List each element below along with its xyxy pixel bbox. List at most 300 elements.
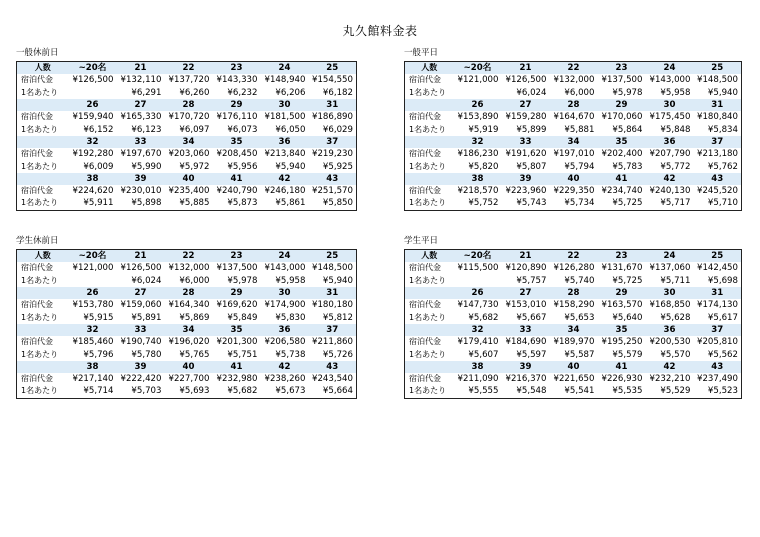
per-person-cell: ¥6,009 <box>83 161 114 172</box>
price-cell: ¥170,060 <box>601 112 643 123</box>
people-count-cell: 40 <box>550 361 598 373</box>
price-cell: ¥137,500 <box>216 263 258 274</box>
people-count-cell: 30 <box>261 287 309 299</box>
people-count-cell: ~20名 <box>454 250 502 263</box>
per-person-cell: ¥5,725 <box>612 275 643 286</box>
price-cell: ¥153,890 <box>457 112 499 123</box>
people-count-cell: 31 <box>694 287 742 299</box>
price-cell: ¥163,570 <box>601 300 643 311</box>
per-person-cell: ¥5,740 <box>564 275 595 286</box>
price-row <box>405 262 742 274</box>
per-person-cell: ¥5,830 <box>275 312 306 323</box>
per-person-cell: ¥5,899 <box>516 124 547 135</box>
price-cell: ¥169,620 <box>216 300 258 311</box>
people-count-cell: 31 <box>309 287 357 299</box>
price-cell: ¥174,900 <box>264 300 306 311</box>
per-person-cell: ¥5,881 <box>564 124 595 135</box>
price-cell: ¥148,940 <box>264 75 306 86</box>
people-header-row <box>405 250 742 263</box>
price-cell: ¥164,340 <box>168 300 210 311</box>
people-count-cell: 29 <box>598 287 646 299</box>
per-person-cell: ¥6,182 <box>322 87 353 98</box>
people-count-cell: ~20名 <box>69 250 117 263</box>
price-cell: ¥211,090 <box>457 374 499 385</box>
table-caption: 学生休前日 <box>16 236 59 246</box>
per-person-cell: ¥5,523 <box>707 386 738 397</box>
people-count-cell: 42 <box>646 173 694 185</box>
price-cell: ¥132,000 <box>168 263 210 274</box>
people-count-cell: 24 <box>261 62 309 75</box>
price-cell: ¥213,180 <box>696 149 738 160</box>
price-row <box>405 185 742 197</box>
per-person-cell: ¥6,050 <box>275 124 306 135</box>
price-cell: ¥159,280 <box>505 112 547 123</box>
per-person-cell: ¥6,073 <box>227 124 258 135</box>
price-cell: ¥175,450 <box>649 112 691 123</box>
price-cell: ¥203,060 <box>168 149 210 160</box>
people-count-cell: 28 <box>165 287 213 299</box>
row-label: 1名あたり <box>409 124 447 134</box>
row-label: 1名あたり <box>21 275 59 285</box>
per-person-cell: ¥5,597 <box>516 349 547 360</box>
people-count-cell: 32 <box>69 324 117 336</box>
row-label: 1名あたり <box>409 349 447 359</box>
per-person-cell: ¥6,291 <box>131 87 162 98</box>
per-person-cell: ¥5,762 <box>707 161 738 172</box>
price-cell: ¥190,740 <box>120 337 162 348</box>
people-count-cell: 37 <box>309 136 357 148</box>
people-count-cell: 29 <box>213 287 261 299</box>
people-header-row <box>17 361 357 373</box>
per-person-cell: ¥5,794 <box>564 161 595 172</box>
price-cell: ¥143,000 <box>264 263 306 274</box>
price-cell: ¥165,330 <box>120 112 162 123</box>
price-cell: ¥179,410 <box>457 337 499 348</box>
people-count-cell: ~20名 <box>69 62 117 75</box>
price-cell: ¥158,290 <box>553 300 595 311</box>
price-cell: ¥121,000 <box>457 75 499 86</box>
people-header-row <box>405 62 742 75</box>
row-label: 宿泊代金 <box>409 186 441 196</box>
price-cell: ¥174,130 <box>696 300 738 311</box>
row-label: 宿泊代金 <box>21 75 53 85</box>
people-count-cell: 43 <box>694 173 742 185</box>
per-person-cell: ¥5,915 <box>83 312 114 323</box>
per-person-cell: ¥6,232 <box>227 87 258 98</box>
people-count-cell: 27 <box>117 99 165 111</box>
per-person-cell: ¥5,653 <box>564 312 595 323</box>
people-count-cell: 24 <box>646 62 694 75</box>
rate-table-general-holiday-eve <box>16 48 357 211</box>
price-cell: ¥227,700 <box>168 374 210 385</box>
people-count-cell: 27 <box>502 287 550 299</box>
per-person-cell: ¥5,891 <box>131 312 162 323</box>
people-count-cell: 23 <box>598 250 646 263</box>
people-count-cell: 39 <box>502 361 550 373</box>
price-cell: ¥221,650 <box>553 374 595 385</box>
per-person-cell: ¥6,024 <box>131 275 162 286</box>
per-person-cell <box>69 87 117 99</box>
people-count-cell: 21 <box>117 62 165 75</box>
price-cell: ¥184,690 <box>505 337 547 348</box>
row-label: 1名あたり <box>21 386 59 396</box>
people-header-row <box>17 99 357 111</box>
people-count-cell: 28 <box>550 99 598 111</box>
people-count-cell: 33 <box>502 324 550 336</box>
price-cell: ¥206,580 <box>264 337 306 348</box>
people-count-cell: 33 <box>117 324 165 336</box>
people-count-cell: 34 <box>165 324 213 336</box>
people-count-cell: 36 <box>646 136 694 148</box>
per-person-cell: ¥5,812 <box>322 312 353 323</box>
per-person-cell: ¥5,978 <box>227 275 258 286</box>
people-count-cell: 39 <box>117 361 165 373</box>
price-cell: ¥126,280 <box>553 263 595 274</box>
per-person-cell: ¥5,807 <box>516 161 547 172</box>
row-label: 宿泊代金 <box>409 149 441 159</box>
price-cell: ¥176,110 <box>216 112 258 123</box>
row-label: 宿泊代金 <box>409 337 441 347</box>
row-label: 宿泊代金 <box>21 337 53 347</box>
people-count-cell: 24 <box>646 250 694 263</box>
price-row <box>17 185 357 197</box>
people-header-row <box>17 287 357 299</box>
price-cell: ¥115,500 <box>457 263 499 274</box>
per-person-row <box>405 385 742 398</box>
per-person-cell: ¥5,990 <box>131 161 162 172</box>
price-cell: ¥148,500 <box>696 75 738 86</box>
price-cell: ¥216,370 <box>505 374 547 385</box>
price-cell: ¥132,000 <box>553 75 595 86</box>
price-cell: ¥192,280 <box>72 149 114 160</box>
people-count-cell: 42 <box>261 173 309 185</box>
per-person-row <box>405 123 742 135</box>
people-count-cell: 32 <box>454 324 502 336</box>
price-cell: ¥143,330 <box>216 75 258 86</box>
per-person-cell: ¥5,911 <box>83 198 114 209</box>
people-count-cell: 42 <box>261 361 309 373</box>
price-cell: ¥237,490 <box>696 374 738 385</box>
per-person-cell: ¥5,726 <box>322 349 353 360</box>
per-person-cell: ¥5,664 <box>322 386 353 397</box>
price-cell: ¥185,460 <box>72 337 114 348</box>
per-person-cell: ¥5,772 <box>660 161 691 172</box>
row-label: 人数 <box>17 62 69 75</box>
per-person-row <box>17 197 357 210</box>
table-caption: 一般休前日 <box>16 48 59 58</box>
per-person-cell: ¥5,555 <box>468 386 499 397</box>
row-label <box>405 173 454 185</box>
people-header-row <box>17 250 357 263</box>
price-cell: ¥137,500 <box>601 75 643 86</box>
price-cell: ¥143,000 <box>649 75 691 86</box>
people-count-cell: 36 <box>646 324 694 336</box>
per-person-cell: ¥5,640 <box>612 312 643 323</box>
row-label <box>405 361 454 373</box>
per-person-cell: ¥5,757 <box>516 275 547 286</box>
people-count-cell: 35 <box>213 136 261 148</box>
per-person-row <box>17 275 357 287</box>
price-row <box>405 336 742 348</box>
row-label: 1名あたり <box>21 87 59 97</box>
row-label <box>17 361 69 373</box>
per-person-row <box>405 348 742 360</box>
people-count-cell: 39 <box>117 173 165 185</box>
per-person-row <box>405 311 742 323</box>
people-count-cell: 29 <box>213 99 261 111</box>
per-person-cell: ¥5,898 <box>131 198 162 209</box>
people-count-cell: 41 <box>213 361 261 373</box>
per-person-cell: ¥5,848 <box>660 124 691 135</box>
people-count-cell: 32 <box>69 136 117 148</box>
price-cell: ¥211,860 <box>311 337 353 348</box>
price-row <box>17 299 357 311</box>
per-person-cell: ¥6,152 <box>83 124 114 135</box>
price-cell: ¥238,260 <box>264 374 306 385</box>
per-person-row <box>405 275 742 287</box>
price-cell: ¥229,350 <box>553 186 595 197</box>
per-person-cell: ¥5,751 <box>227 349 258 360</box>
row-label <box>17 324 69 336</box>
per-person-row <box>405 87 742 99</box>
price-row <box>17 262 357 274</box>
price-cell: ¥218,570 <box>457 186 499 197</box>
people-header-row <box>17 324 357 336</box>
per-person-cell: ¥5,703 <box>131 386 162 397</box>
row-label: 1名あたり <box>21 198 59 208</box>
people-header-row <box>405 361 742 373</box>
per-person-cell: ¥5,780 <box>131 349 162 360</box>
price-cell: ¥222,420 <box>120 374 162 385</box>
people-count-cell: 37 <box>694 136 742 148</box>
price-cell: ¥126,500 <box>505 75 547 86</box>
people-count-cell: 38 <box>69 361 117 373</box>
page-title: 丸久館料金表 <box>342 24 418 38</box>
price-row <box>17 148 357 160</box>
per-person-cell: ¥5,714 <box>83 386 114 397</box>
per-person-row <box>405 197 742 210</box>
people-count-cell: 37 <box>309 324 357 336</box>
per-person-cell: ¥6,260 <box>179 87 210 98</box>
per-person-cell: ¥5,925 <box>322 161 353 172</box>
per-person-cell: ¥5,725 <box>612 198 643 209</box>
row-label: 宿泊代金 <box>409 263 441 273</box>
per-person-cell: ¥5,717 <box>660 198 691 209</box>
price-cell: ¥232,210 <box>649 374 691 385</box>
price-cell: ¥234,740 <box>601 186 643 197</box>
people-header-row <box>17 173 357 185</box>
people-count-cell: 38 <box>69 173 117 185</box>
per-person-cell: ¥6,206 <box>275 87 306 98</box>
people-count-cell: 43 <box>309 361 357 373</box>
per-person-row <box>405 160 742 172</box>
price-cell: ¥207,790 <box>649 149 691 160</box>
per-person-cell: ¥5,743 <box>516 198 547 209</box>
row-label: 人数 <box>405 62 454 75</box>
price-cell: ¥240,790 <box>216 186 258 197</box>
rate-table-student-weekday <box>404 236 742 399</box>
per-person-cell: ¥5,711 <box>660 275 691 286</box>
people-count-cell: 36 <box>261 324 309 336</box>
rate-table-general-weekday <box>404 48 742 211</box>
people-count-cell: 25 <box>309 62 357 75</box>
row-label <box>17 99 69 111</box>
row-label: 宿泊代金 <box>21 300 53 310</box>
price-cell: ¥197,010 <box>553 149 595 160</box>
people-header-row <box>17 136 357 148</box>
people-count-cell: 38 <box>454 173 502 185</box>
people-count-cell: 22 <box>165 250 213 263</box>
people-count-cell: 33 <box>117 136 165 148</box>
people-header-row <box>17 62 357 75</box>
row-label: 1名あたり <box>409 161 447 171</box>
people-count-cell: 32 <box>454 136 502 148</box>
price-cell: ¥131,670 <box>601 263 643 274</box>
row-label <box>405 287 454 299</box>
people-count-cell: 43 <box>309 173 357 185</box>
people-count-cell: 21 <box>502 62 550 75</box>
price-cell: ¥137,720 <box>168 75 210 86</box>
row-label: 宿泊代金 <box>21 112 53 122</box>
row-label: 人数 <box>405 250 454 263</box>
per-person-cell: ¥5,607 <box>468 349 499 360</box>
per-person-cell: ¥5,617 <box>707 312 738 323</box>
price-cell: ¥159,060 <box>120 300 162 311</box>
per-person-cell: ¥6,024 <box>516 87 547 98</box>
per-person-cell: ¥5,541 <box>564 386 595 397</box>
price-cell: ¥219,230 <box>311 149 353 160</box>
row-label: 人数 <box>17 250 69 263</box>
people-count-cell: 31 <box>694 99 742 111</box>
price-row <box>405 148 742 160</box>
price-cell: ¥232,980 <box>216 374 258 385</box>
people-count-cell: 26 <box>69 287 117 299</box>
price-cell: ¥224,620 <box>72 186 114 197</box>
people-count-cell: 37 <box>694 324 742 336</box>
per-person-cell: ¥5,698 <box>707 275 738 286</box>
price-cell: ¥142,450 <box>696 263 738 274</box>
price-cell: ¥208,450 <box>216 149 258 160</box>
price-cell: ¥126,500 <box>72 75 114 86</box>
per-person-cell: ¥5,919 <box>468 124 499 135</box>
row-label: 1名あたり <box>409 87 447 97</box>
price-cell: ¥180,180 <box>311 300 353 311</box>
people-count-cell: 24 <box>261 250 309 263</box>
price-cell: ¥153,780 <box>72 300 114 311</box>
people-count-cell: 40 <box>550 173 598 185</box>
price-cell: ¥240,130 <box>649 186 691 197</box>
price-cell: ¥245,520 <box>696 186 738 197</box>
per-person-cell: ¥5,956 <box>227 161 258 172</box>
per-person-cell: ¥5,958 <box>660 87 691 98</box>
people-count-cell: 23 <box>213 62 261 75</box>
per-person-cell: ¥5,978 <box>612 87 643 98</box>
price-cell: ¥159,940 <box>72 112 114 123</box>
people-count-cell: 23 <box>213 250 261 263</box>
price-cell: ¥121,000 <box>72 263 114 274</box>
price-cell: ¥126,500 <box>120 263 162 274</box>
people-count-cell: 40 <box>165 173 213 185</box>
per-person-cell: ¥5,535 <box>612 386 643 397</box>
price-row <box>405 74 742 86</box>
price-cell: ¥197,670 <box>120 149 162 160</box>
row-label: 宿泊代金 <box>21 186 53 196</box>
per-person-cell: ¥5,548 <box>516 386 547 397</box>
price-cell: ¥180,840 <box>696 112 738 123</box>
per-person-cell <box>454 87 502 99</box>
row-label: 1名あたり <box>409 198 447 208</box>
price-cell: ¥137,060 <box>649 263 691 274</box>
per-person-cell: ¥6,000 <box>179 275 210 286</box>
per-person-cell: ¥6,123 <box>131 124 162 135</box>
price-cell: ¥186,230 <box>457 149 499 160</box>
people-count-cell: 25 <box>694 250 742 263</box>
people-count-cell: 35 <box>598 324 646 336</box>
per-person-cell: ¥5,869 <box>179 312 210 323</box>
price-cell: ¥202,400 <box>601 149 643 160</box>
people-count-cell: 41 <box>598 173 646 185</box>
price-cell: ¥147,730 <box>457 300 499 311</box>
row-label: 宿泊代金 <box>409 300 441 310</box>
people-count-cell: ~20名 <box>454 62 502 75</box>
row-label: 1名あたり <box>409 275 447 285</box>
people-count-cell: 22 <box>550 62 598 75</box>
per-person-cell: ¥5,940 <box>275 161 306 172</box>
price-cell: ¥154,550 <box>311 75 353 86</box>
price-cell: ¥243,540 <box>311 374 353 385</box>
row-label: 宿泊代金 <box>21 263 53 273</box>
people-header-row <box>405 173 742 185</box>
people-count-cell: 25 <box>309 250 357 263</box>
people-count-cell: 23 <box>598 62 646 75</box>
price-cell: ¥217,140 <box>72 374 114 385</box>
price-cell: ¥235,400 <box>168 186 210 197</box>
people-count-cell: 34 <box>550 136 598 148</box>
per-person-cell: ¥5,850 <box>322 198 353 209</box>
people-count-cell: 35 <box>598 136 646 148</box>
price-cell: ¥251,570 <box>311 186 353 197</box>
price-cell: ¥196,020 <box>168 337 210 348</box>
per-person-cell: ¥5,693 <box>179 386 210 397</box>
rate-table-student-holiday-eve <box>16 236 357 399</box>
per-person-cell: ¥5,529 <box>660 386 691 397</box>
per-person-cell: ¥5,562 <box>707 349 738 360</box>
per-person-row <box>17 160 357 172</box>
people-header-row <box>405 99 742 111</box>
row-label: 宿泊代金 <box>409 75 441 85</box>
per-person-cell: ¥5,579 <box>612 349 643 360</box>
people-count-cell: 36 <box>261 136 309 148</box>
people-count-cell: 28 <box>165 99 213 111</box>
people-count-cell: 29 <box>598 99 646 111</box>
price-cell: ¥170,720 <box>168 112 210 123</box>
per-person-cell: ¥5,940 <box>322 275 353 286</box>
people-count-cell: 40 <box>165 361 213 373</box>
people-count-cell: 42 <box>646 361 694 373</box>
people-header-row <box>405 136 742 148</box>
per-person-cell: ¥5,783 <box>612 161 643 172</box>
row-label <box>405 99 454 111</box>
per-person-cell: ¥5,864 <box>612 124 643 135</box>
table-caption: 学生平日 <box>404 236 439 246</box>
price-cell: ¥132,110 <box>120 75 162 86</box>
people-count-cell: 34 <box>550 324 598 336</box>
price-cell: ¥195,250 <box>601 337 643 348</box>
row-label: 1名あたり <box>409 386 447 396</box>
row-label <box>17 287 69 299</box>
people-count-cell: 25 <box>694 62 742 75</box>
per-person-cell: ¥6,000 <box>564 87 595 98</box>
